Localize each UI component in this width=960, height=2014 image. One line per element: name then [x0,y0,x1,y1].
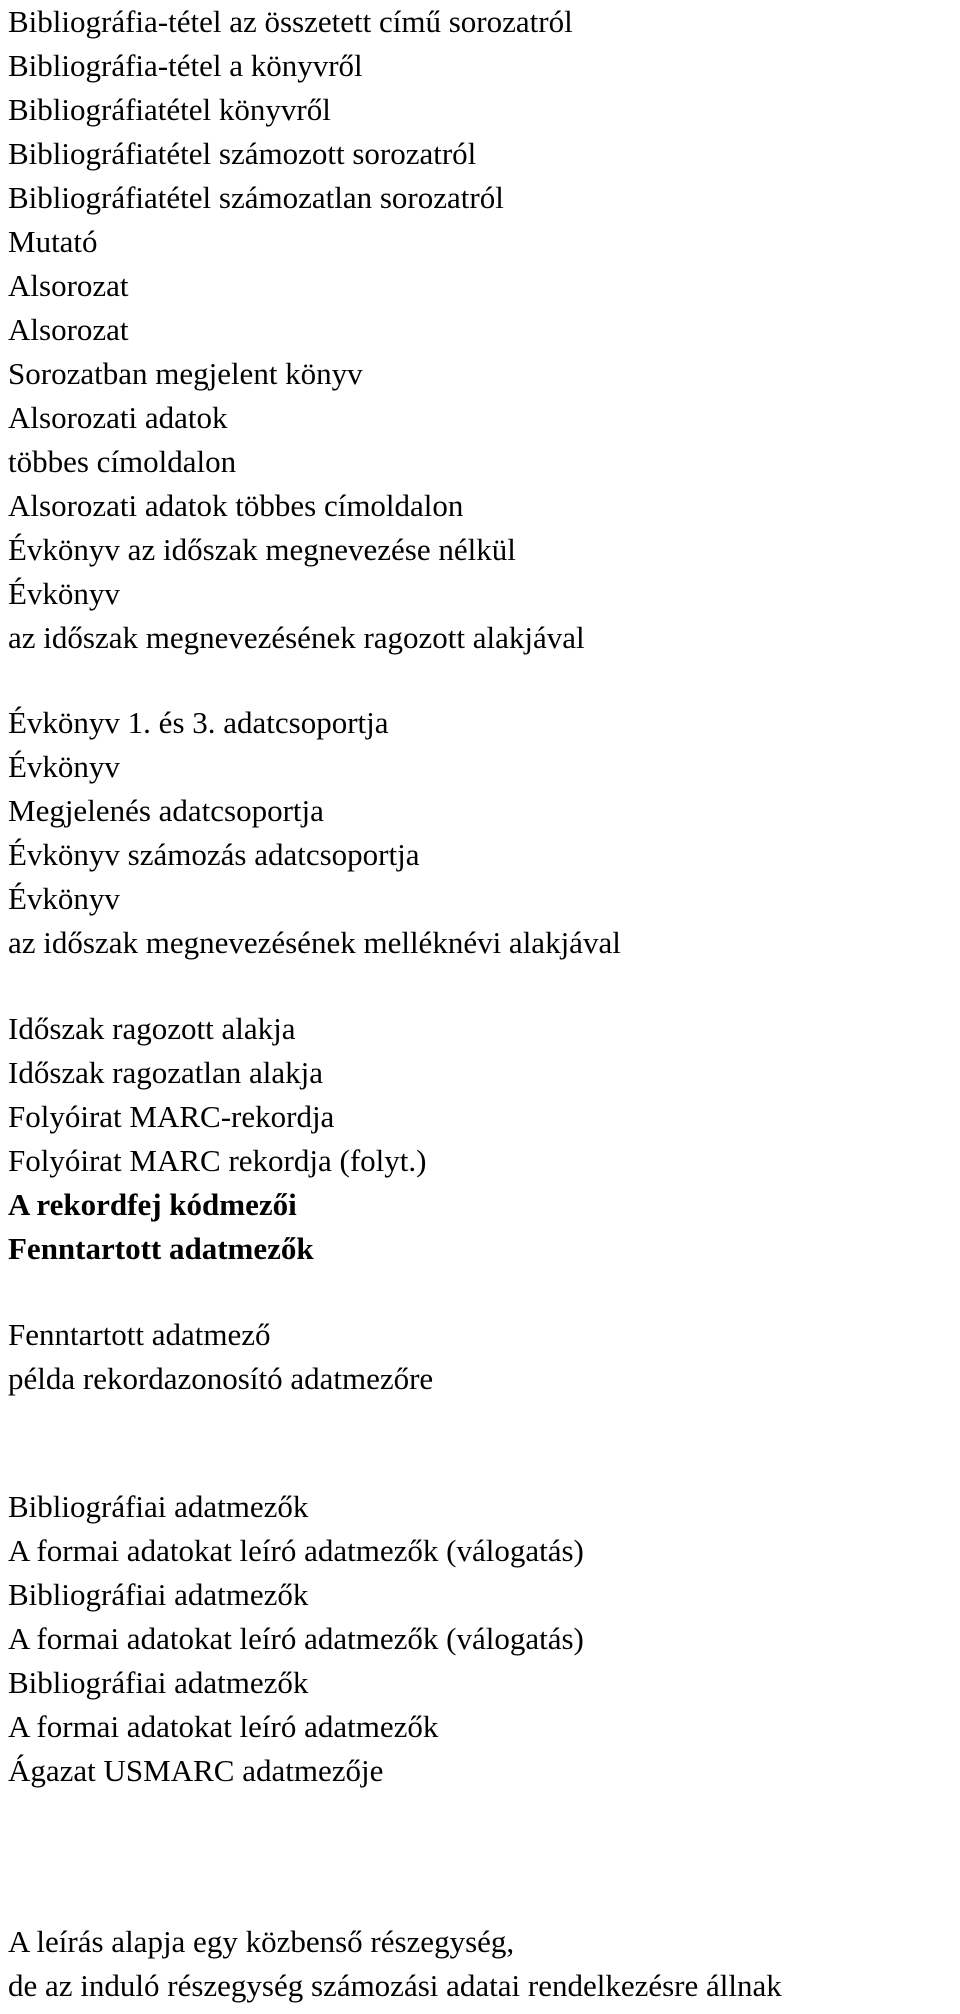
doc-line: példa rekordazonosító adatmezőre [8,1361,434,1396]
doc-line: Bibliográfiatétel számozatlan sorozatról [8,180,504,215]
doc-line: Időszak ragozatlan alakja [8,1055,323,1090]
doc-line: az időszak megnevezésének melléknévi alakjával [8,925,621,960]
doc-line: Bibliográfiai adatmezők [8,1577,309,1612]
doc-line: Évkönyv [8,881,120,916]
doc-line: Mutató [8,224,98,259]
doc-line: A formai adatokat leíró adatmezők (válogatás) [8,1621,584,1656]
doc-line: Időszak ragozott alakja [8,1011,296,1046]
doc-line: Sorozatban megjelent könyv [8,356,363,391]
doc-line: Évkönyv 1. és 3. adatcsoportja [8,705,389,740]
doc-line: A formai adatokat leíró adatmezők (válogatás) [8,1533,584,1568]
doc-line: A leírás alapja egy közbenső részegység, [8,1924,515,1959]
section-heading: Fenntartott adatmezők [8,1231,314,1266]
doc-line: A formai adatokat leíró adatmezők [8,1709,439,1744]
doc-line: Folyóirat MARC rekordja (folyt.) [8,1143,427,1178]
doc-line: Bibliográfiai adatmezők [8,1489,309,1524]
doc-line: Évkönyv [8,749,120,784]
doc-line: Alsorozat [8,268,129,303]
doc-line: Évkönyv [8,576,120,611]
doc-line: az időszak megnevezésének ragozott alakjával [8,620,585,655]
doc-line: Ágazat USMARC adatmezője [8,1753,384,1788]
doc-line: Bibliográfiatétel könyvről [8,92,331,127]
doc-line: Bibliográfiatétel számozott sorozatról [8,136,477,171]
doc-line: Évkönyv az időszak megnevezése nélkül [8,532,516,567]
doc-line: Alsorozati adatok [8,400,228,435]
doc-line: Fenntartott adatmező [8,1317,271,1352]
doc-line: Folyóirat MARC-rekordja [8,1099,335,1134]
section-heading: A rekordfej kódmezői [8,1187,297,1222]
doc-line: Alsorozat [8,312,129,347]
doc-line: többes címoldalon [8,444,237,479]
doc-line: Bibliográfia-tétel a könyvről [8,48,363,83]
doc-line: Megjelenés adatcsoportja [8,793,324,828]
doc-line: Bibliográfiai adatmezők [8,1665,309,1700]
doc-line: Évkönyv számozás adatcsoportja [8,837,420,872]
doc-line: Alsorozati adatok többes címoldalon [8,488,464,523]
doc-line: Bibliográfia-tétel az összetett című sorozatról [8,4,573,39]
doc-line: de az induló részegység számozási adatai rendelkezésre állnak [8,1968,782,2003]
